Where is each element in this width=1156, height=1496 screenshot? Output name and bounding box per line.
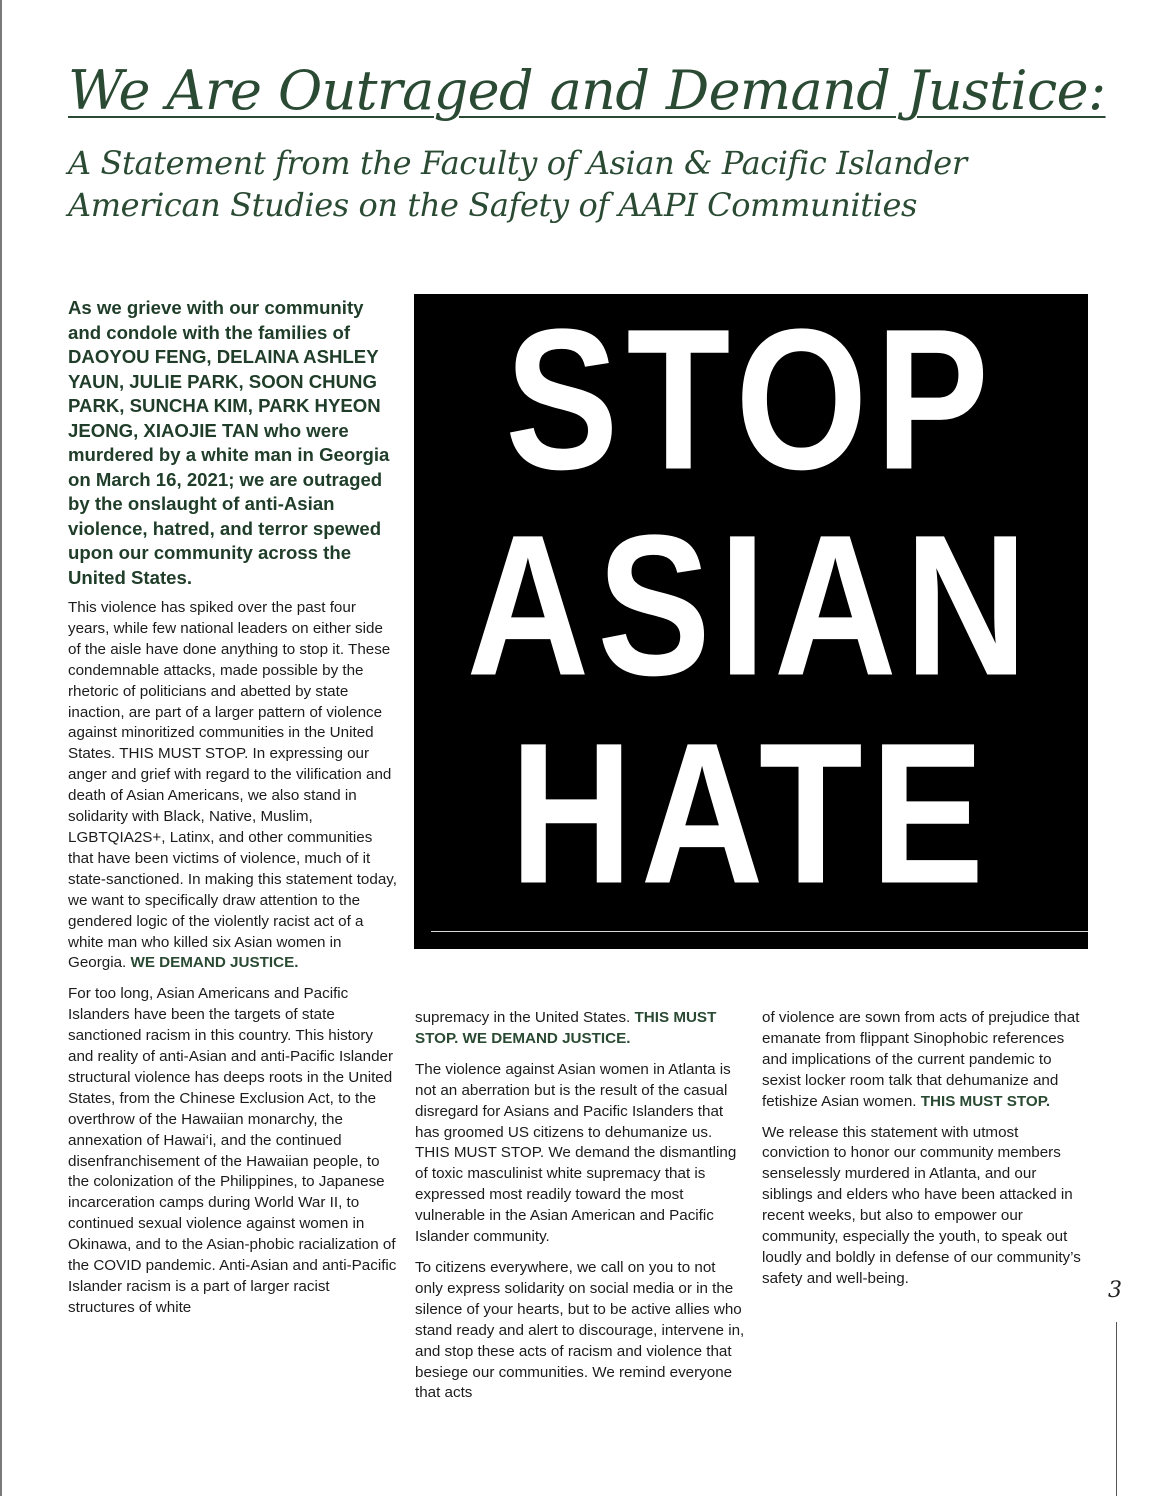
page-edge-rule — [0, 0, 2, 1496]
body-text: This violence has spiked over the past four years, while few national leaders on either side of the aisle have done anything to stop it. These condemnable attacks, made possible by the rhetoric of politicians and abetted by state inaction, are part of a larger pattern of violence against minoritized communities in the United States. THIS MUST STOP. In expressing our anger and grief with regard to the vilification and death of Asian Americans, we also stand in solidarity with Black, Native, Muslim, LGBTQIA2S+, Latinx, and other communities that have been victims of violence, much of it state-sanctioned. In making this statement today, we want to specifically draw attention to the gendered logic of the violently racist act of a white man who killed six Asian women in Georgia. — [68, 599, 397, 972]
column-right — [762, 1008, 1087, 1300]
body-text: of violence are sown from acts of prejudice that emanate from flippant Sinophobic references and implications of the current pandemic to sexist locker room talk that dehumanize and fetishize Asian women. — [762, 1009, 1080, 1110]
page-title: We Are Outraged and Demand Justice: — [68, 59, 1106, 122]
poster-line-stop: STOP — [505, 294, 997, 513]
body-paragraph: To citizens everywhere, we call on you to not only express solidarity on social media or in the silence of your hearts, but to be active allies who stand ready and alert to discourage, intervene in, and stop these acts of racism and violence that besiege our communities. We remind everyone that acts — [415, 1258, 745, 1402]
body-paragraph — [415, 1008, 745, 1050]
stop-asian-hate-poster — [414, 294, 1088, 949]
body-text: supremacy in the United States. — [415, 1009, 631, 1026]
emphasis-text: THIS MUST STOP. WE DEMAND JUSTICE. — [415, 1009, 717, 1047]
body-paragraph — [762, 1008, 1087, 1113]
page-subtitle: A Statement from the Faculty of Asian & Pacific Islander American Studies on the Safety of AAPI Communities — [68, 144, 967, 224]
body-paragraph: For too long, Asian Americans and Pacific Islanders have been the targets of state sanctioned racism in this country. This history and reality of anti-Asian and anti-Pacific Islander structural violence has deeps roots in the United States, from the Chinese Exclusion Act, to the overthrow of the Hawaiian monarchy, the annexation of Hawai‘i, and the continued disenfranchisement of the Hawaiian people, to the colonization of the Philippines, to Japanese incarceration camps during World War II, to continued sexual violence against women in Okinawa, and to the Asian-phobic racialization of the COVID pandemic. Anti-Asian and anti-Pacific Islander racism is a part of larger racist structures of white — [68, 985, 397, 1316]
column-middle — [415, 1008, 745, 1414]
body-paragraph: We release this statement with utmost conviction to honor our community members senselessly murdered in Atlanta, and our siblings and elders who have been attacked in recent weeks, but also to empower our community, especially the youth, to speak out loudly and boldly in defense of our community’s safety and well-being. — [762, 1123, 1081, 1287]
page-number-rule — [1116, 1322, 1117, 1496]
emphasis-text: WE DEMAND JUSTICE. — [130, 954, 299, 972]
poster-line-asian: ASIAN — [466, 493, 1036, 719]
poster-line-hate: HATE — [509, 701, 993, 927]
body-paragraph — [68, 598, 398, 974]
lead-paragraph: As we grieve with our community and condole with the families of DAOYOU FENG, DELAINA ASHLEY YAUN, JULIE PARK, SOON CHUNG PARK, SUNCHA KIM, PARK HYEON JEONG, XIAOJIE TAN who were murdered by a white man in Georgia on March 16, 2021; we are outraged by the onslaught of anti-Asian violence, hatred, and terror spewed upon our community across the United States. — [68, 297, 390, 588]
page-number: 3 — [1108, 1278, 1122, 1303]
column-left — [68, 296, 398, 1329]
poster-divider — [431, 931, 1088, 932]
body-paragraph: The violence against Asian women in Atlanta is not an aberration but is the result of the casual disregard for Asians and Pacific Islanders that has groomed US citizens to dehumanize us. THIS MUST STOP. We demand the dismantling of toxic masculinist white supremacy that is expressed most readily toward the most vulnerable in the Asian American and Pacific Islander community. — [415, 1060, 737, 1246]
emphasis-text: THIS MUST STOP. — [920, 1092, 1051, 1110]
